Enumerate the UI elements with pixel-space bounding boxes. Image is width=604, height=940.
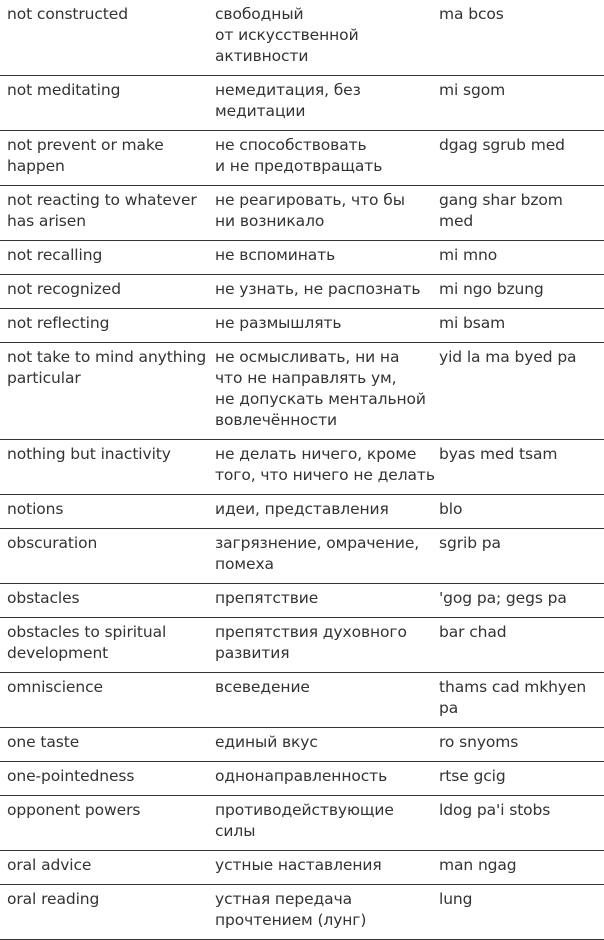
russian-translation-cell	[207, 762, 430, 796]
russian-translation-line: активности	[215, 47, 309, 65]
russian-translation-line: не узнать, не распознать	[215, 280, 421, 298]
english-term-cell	[0, 495, 207, 529]
russian-translation-line: вовлечённости	[215, 411, 337, 429]
tibetan-term-cell	[430, 584, 604, 618]
tibetan-term-line: man ngag	[439, 856, 517, 874]
english-term-cell	[0, 186, 207, 241]
russian-translation-cell	[207, 241, 430, 275]
english-term-cell	[0, 309, 207, 343]
russian-translation-line: не допускать ментальной	[215, 390, 426, 408]
russian-translation-line: не реагировать, что бы	[215, 191, 405, 209]
tibetan-term-line: thams cad mkhyen	[439, 678, 587, 696]
glossary-row	[0, 584, 604, 618]
russian-translation-cell	[207, 0, 430, 76]
tibetan-term-line: sgrib pa	[439, 534, 501, 552]
english-term-line: not recognized	[7, 280, 121, 298]
tibetan-term-line: ldog pa'i stobs	[439, 801, 551, 819]
russian-translation-line: от искусственной	[215, 26, 359, 44]
tibetan-term-line: ro snyoms	[439, 733, 519, 751]
glossary-row	[0, 241, 604, 275]
tibetan-term-line: lung	[439, 890, 473, 908]
glossary-row	[0, 673, 604, 728]
glossary-row	[0, 529, 604, 584]
glossary-row	[0, 495, 604, 529]
english-term-line: not prevent or make	[7, 136, 164, 154]
russian-translation-line: немедитация, без	[215, 81, 361, 99]
tibetan-term-cell	[430, 673, 604, 728]
glossary-row	[0, 796, 604, 851]
russian-translation-cell	[207, 495, 430, 529]
tibetan-term-cell	[430, 76, 604, 131]
russian-translation-line: медитации	[215, 102, 306, 120]
russian-translation-cell	[207, 343, 430, 440]
russian-translation-cell	[207, 618, 430, 673]
russian-translation-line: развития	[215, 644, 290, 662]
english-term-cell	[0, 343, 207, 440]
glossary-row	[0, 343, 604, 440]
tibetan-term-line: blo	[439, 500, 463, 518]
glossary-row	[0, 440, 604, 495]
english-term-line: oral advice	[7, 856, 92, 874]
tibetan-term-line: rtse gcig	[439, 767, 506, 785]
tibetan-term-line: gang shar bzom	[439, 191, 563, 209]
tibetan-term-line: pa	[439, 699, 459, 717]
glossary-row	[0, 618, 604, 673]
english-term-line: oral reading	[7, 890, 100, 908]
russian-translation-line: противодействующие	[215, 801, 394, 819]
glossary-row	[0, 76, 604, 131]
russian-translation-cell	[207, 529, 430, 584]
russian-translation-line: что не направлять ум,	[215, 369, 397, 387]
russian-translation-cell	[207, 584, 430, 618]
english-term-cell	[0, 275, 207, 309]
tibetan-term-cell	[430, 762, 604, 796]
russian-translation-line: однонаправленность	[215, 767, 388, 785]
russian-translation-line: и не предотвращать	[215, 157, 383, 175]
russian-translation-line: единый вкус	[215, 733, 318, 751]
russian-translation-line: устные наставления	[215, 856, 382, 874]
english-term-line: nothing but inactivity	[7, 445, 171, 463]
tibetan-term-line: yid la ma byed pa	[439, 348, 577, 366]
russian-translation-line: ни возникало	[215, 212, 325, 230]
tibetan-term-line: 'gog pa; gegs pa	[439, 589, 567, 607]
english-term-line: development	[7, 644, 109, 662]
tibetan-term-cell	[430, 275, 604, 309]
tibetan-term-cell	[430, 343, 604, 440]
english-term-line: one taste	[7, 733, 80, 751]
tibetan-term-cell	[430, 851, 604, 885]
english-term-line: notions	[7, 500, 64, 518]
russian-translation-cell	[207, 440, 435, 495]
tibetan-term-line: mi mno	[439, 246, 498, 264]
english-term-line: one-pointedness	[7, 767, 135, 785]
tibetan-term-line: byas med tsam	[439, 445, 558, 463]
tibetan-term-cell	[430, 495, 604, 529]
tibetan-term-cell	[430, 529, 604, 584]
english-term-line: obscuration	[7, 534, 98, 552]
english-term-line: opponent powers	[7, 801, 141, 819]
russian-translation-cell	[207, 131, 430, 186]
russian-translation-cell	[207, 186, 430, 241]
tibetan-term-line: mi sgom	[439, 81, 506, 99]
russian-translation-line: загрязнение, омрачение,	[215, 534, 420, 552]
english-term-line: happen	[7, 157, 65, 175]
russian-translation-line: не осмысливать, ни на	[215, 348, 400, 366]
tibetan-term-line: med	[439, 212, 474, 230]
russian-translation-line: не делать ничего, кроме	[215, 445, 417, 463]
english-term-line: obstacles to spiritual	[7, 623, 167, 641]
english-term-line: not reacting to whatever	[7, 191, 197, 209]
russian-translation-cell	[207, 309, 430, 343]
english-term-cell	[0, 796, 207, 851]
tibetan-term-cell	[430, 186, 604, 241]
russian-translation-line: идеи, представления	[215, 500, 389, 518]
glossary-row	[0, 186, 604, 241]
english-term-cell	[0, 618, 207, 673]
russian-translation-line: не способствовать	[215, 136, 367, 154]
tibetan-term-cell	[430, 618, 604, 673]
russian-translation-cell	[207, 76, 430, 131]
russian-translation-line: прочтением (лунг)	[215, 911, 367, 929]
tibetan-term-line: dgag sgrub med	[439, 136, 565, 154]
tibetan-term-line: bar chad	[439, 623, 507, 641]
russian-translation-line: устная передача	[215, 890, 353, 908]
glossary-row	[0, 0, 604, 76]
english-term-cell	[0, 440, 207, 495]
english-term-line: not reflecting	[7, 314, 110, 332]
english-term-line: not recalling	[7, 246, 103, 264]
russian-translation-cell	[207, 796, 430, 851]
english-term-line: not take to mind anything	[7, 348, 207, 366]
english-term-line: particular	[7, 369, 81, 387]
english-term-cell	[0, 762, 207, 796]
russian-translation-line: не вспоминать	[215, 246, 336, 264]
glossary-row	[0, 309, 604, 343]
english-term-line: not meditating	[7, 81, 121, 99]
russian-translation-cell	[207, 275, 430, 309]
russian-translation-line: препятствие	[215, 589, 319, 607]
tibetan-term-cell	[430, 796, 604, 851]
glossary-row	[0, 275, 604, 309]
russian-translation-line: того, что ничего не делать	[215, 466, 435, 484]
tibetan-term-cell	[430, 728, 604, 762]
russian-translation-line: не размышлять	[215, 314, 342, 332]
english-term-cell	[0, 241, 207, 275]
english-term-cell	[0, 728, 207, 762]
english-term-line: has arisen	[7, 212, 86, 230]
english-term-line: obstacles	[7, 589, 80, 607]
russian-translation-line: препятствия духовного	[215, 623, 407, 641]
tibetan-term-line: mi bsam	[439, 314, 506, 332]
tibetan-term-line: mi ngo bzung	[439, 280, 544, 298]
english-term-cell	[0, 529, 207, 584]
english-term-cell	[0, 584, 207, 618]
english-term-cell	[0, 0, 207, 76]
russian-translation-line: всеведение	[215, 678, 310, 696]
russian-translation-cell	[207, 851, 430, 885]
russian-translation-cell	[207, 673, 430, 728]
tibetan-term-cell	[430, 131, 604, 186]
russian-translation-line: свободный	[215, 5, 304, 23]
russian-translation-line: силы	[215, 822, 256, 840]
tibetan-term-cell	[430, 309, 604, 343]
english-term-line: not constructed	[7, 5, 128, 23]
english-term-cell	[0, 673, 207, 728]
english-term-cell	[0, 851, 207, 885]
tibetan-term-cell	[430, 440, 604, 495]
tibetan-term-line: ma bcos	[439, 5, 504, 23]
glossary-row	[0, 728, 604, 762]
tibetan-term-cell	[430, 0, 604, 76]
glossary-row	[0, 762, 604, 796]
english-term-cell	[0, 131, 207, 186]
russian-translation-cell	[207, 728, 430, 762]
english-term-cell	[0, 76, 207, 131]
glossary-row	[0, 851, 604, 885]
glossary-row	[0, 131, 604, 186]
english-term-line: omniscience	[7, 678, 103, 696]
russian-translation-line: помеха	[215, 555, 274, 573]
tibetan-term-cell	[430, 241, 604, 275]
